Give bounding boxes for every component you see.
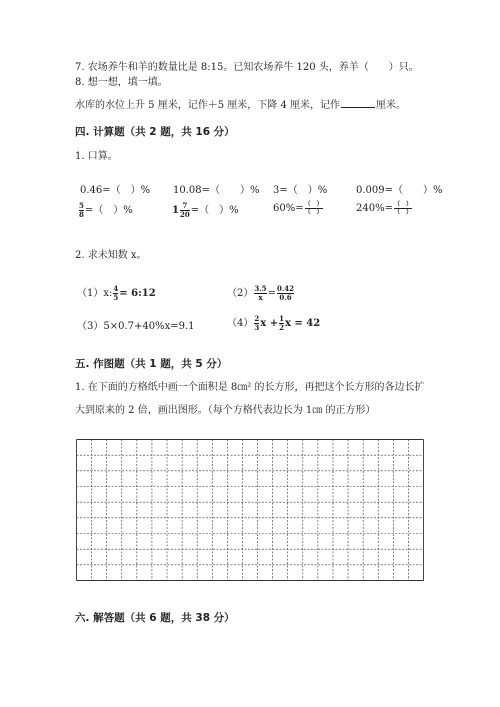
eq-post: = 6:12 — [119, 288, 156, 299]
answer-blank[interactable] — [341, 98, 375, 108]
whole: 1 — [172, 205, 179, 216]
s5-q1-line2: 大到原来的 2 倍，画出图形。（每个方格代表边长为 1㎝ 的正方形） — [75, 405, 376, 416]
oral-item-mixed — [172, 201, 239, 219]
oral-item: 3=（ ）% — [273, 185, 328, 196]
eq-pre: （4） — [227, 318, 254, 329]
numerator: 5 — [79, 201, 84, 210]
denominator: 0.6 — [279, 293, 292, 302]
section-4-title: 四. 计算题（共 2 题，共 16 分） — [75, 126, 235, 138]
oral-item-percent — [273, 201, 324, 216]
denominator: （ ） — [393, 209, 412, 216]
oral-item: 10.08=（ ）% — [173, 185, 260, 196]
denominator: （ ） — [304, 209, 323, 216]
eq-post: x = 42 — [284, 318, 321, 329]
section-5-title: 五. 作图题（共 1 题，共 5 分） — [75, 358, 228, 370]
eq-pre: （1）x: — [77, 288, 113, 299]
numerator: 2 — [254, 314, 260, 323]
numerator: 4 — [113, 284, 119, 293]
oral-row-2 — [75, 200, 455, 222]
denominator: 2 — [279, 323, 284, 332]
eq-mid: x + — [260, 318, 279, 329]
oral-item: 0.46=（ ）% — [80, 185, 151, 196]
equation-3: （3）5×0.7+40%x=9.1 — [77, 321, 195, 332]
equation-row-1 — [75, 284, 455, 306]
oral-item-fraction — [78, 201, 133, 219]
numerator: 3.5 — [254, 284, 267, 293]
question-7: 7. 农场养牛和羊的数量比是 8:15。已知农场养牛 120 头，养羊（ ）只。 — [75, 62, 419, 73]
oral-item: 0.009=（ ）% — [356, 185, 443, 196]
oral-row-1 — [75, 181, 455, 199]
denominator: 3 — [254, 323, 260, 332]
oral-head: 60%= — [273, 203, 304, 214]
square-grid-paper[interactable] — [76, 439, 424, 581]
denominator: 8 — [79, 210, 84, 219]
question-8-text-a: 水库的水位上升 5 厘米，记作＋5 厘米，下降 4 厘米，记作 — [75, 100, 340, 111]
oral-tail: =（ ）% — [84, 205, 133, 216]
numerator: 1 — [279, 314, 284, 323]
eq-mid: = — [267, 288, 276, 299]
numerator: （ ） — [304, 201, 323, 208]
equation-1 — [77, 284, 156, 302]
denominator: x — [258, 293, 263, 302]
denominator: 5 — [113, 293, 119, 302]
eq-pre: （2） — [227, 288, 254, 299]
equation-4 — [227, 314, 320, 332]
question-8-text — [75, 98, 406, 113]
numerator: 0.42 — [276, 284, 295, 293]
s5-q1-line1: 1. 在下面的方格纸中画一个面积是 8㎝² 的长方形，再把这个长方形的各边长扩 — [75, 382, 425, 393]
oral-tail: =（ ）% — [190, 205, 239, 216]
equation-row-2 — [75, 314, 455, 336]
s4-q2-label: 2. 求未知数 x。 — [75, 250, 147, 261]
numerator: 7 — [182, 201, 188, 210]
denominator: 20 — [179, 210, 190, 219]
equation-2 — [227, 284, 295, 302]
question-8-label: 8. 想一想，填一填。 — [75, 77, 168, 88]
question-8-text-b: 厘米。 — [375, 100, 406, 111]
section-6-title: 六. 解答题（共 6 题，共 38 分） — [75, 612, 235, 624]
s4-q1-label: 1. 口算。 — [75, 151, 118, 162]
oral-item-percent — [356, 201, 413, 216]
oral-head: 240%= — [356, 203, 393, 214]
numerator: （ ） — [393, 201, 412, 208]
